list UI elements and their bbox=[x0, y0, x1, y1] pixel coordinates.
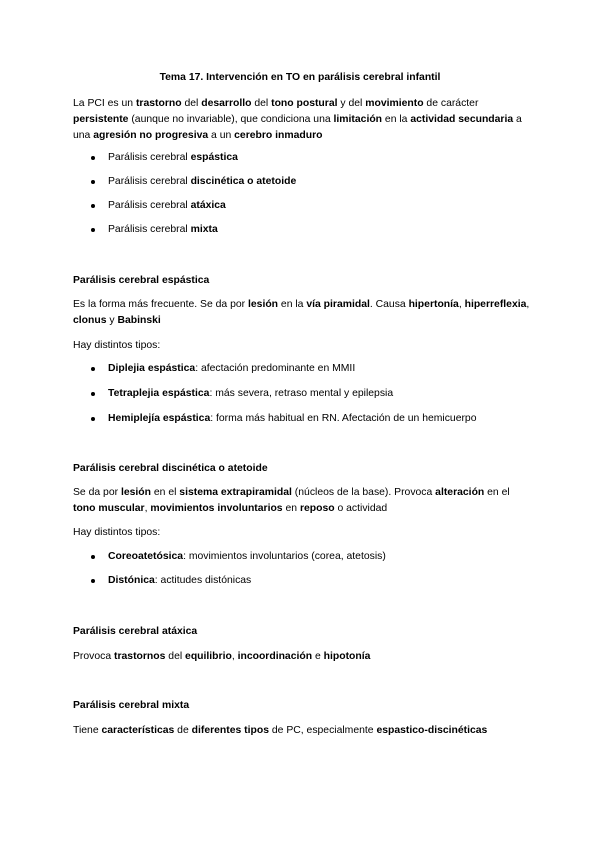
ataxica-paragraph: Provoca trastornos del equilibrio, incoordinación e hipotonía bbox=[73, 651, 371, 662]
section-heading-ataxica: Parálisis cerebral atáxica bbox=[73, 626, 198, 637]
bullet-icon bbox=[91, 156, 95, 160]
bullet-icon bbox=[91, 228, 95, 232]
bullet-icon bbox=[91, 392, 95, 396]
section-heading-mixta: Parálisis cerebral mixta bbox=[73, 700, 190, 711]
bullet-icon bbox=[91, 417, 95, 421]
section-heading-discinetica: Parálisis cerebral discinética o atetoide bbox=[73, 463, 268, 474]
mixta-paragraph: Tiene características de diferentes tipos de PC, especialmente espastico-discinéticas bbox=[73, 725, 488, 736]
discinetica-paragraph: Se da por lesión en el sistema extrapiramidal (núcleos de la base). Provoca alteración en el tono muscular, movimientos involuntarios en reposo o actividad bbox=[73, 487, 510, 514]
document-title: Tema 17. Intervención en TO en parálisis cerebral infantil bbox=[159, 72, 441, 83]
espastica-paragraph: Es la forma más frecuente. Se da por lesión en la vía piramidal. Causa hipertonía, hiperreflexia, clonus y Babinski bbox=[73, 299, 530, 326]
intro-paragraph: La PCI es un trastorno del desarrollo del tono postural y del movimiento de carácter persistente (aunque no invariable), que condiciona una limitación en la actividad secundaria a una agresión no progresiva a un cerebro inmaduro bbox=[73, 98, 522, 141]
bullet-icon bbox=[91, 367, 95, 371]
discinetica-subtypes-intro: Hay distintos tipos: bbox=[73, 527, 161, 538]
espastica-subtypes-intro: Hay distintos tipos: bbox=[73, 340, 161, 351]
document-page: Tema 17. Intervención en TO en parálisis cerebral infantil La PCI es un trastorno del desarrollo del tono postural y del movimiento de carácter persistente (aunque no invariable), que condiciona una limitación en la actividad secundaria a una agresión no progresiva a un cerebro inmaduro Parálisis cerebral espástica Parálisis cerebral discinética o atetoide Parálisis cerebral atáxica Parálisis cerebral mixta Parálisis cerebral espástica Es la forma más frecuente. Se da por lesión en la vía piramidal. Causa hipertonía, hiperreflexia, clonus y Babinski Hay distintos tipos: Diplejia espástica: afectación predominante en MMII Tetraplejia espástica: más severa, retraso mental y epilepsia Hemiplejía espástica: forma más habitual en RN. Afectación de un hemicuerpo Parálisis cerebral discinética o atetoide Se da por lesión en el sistema extrapiramidal (núcleos de la base). Provoca alteración en el tono muscular, movimientos involuntarios en reposo o actividad Hay distintos tipos: Coreoatetósica: movimientos involuntarios (corea, atetosis) Distónica: actitudes distónicas Parálisis cerebral atáxica Provoca trastornos del equilibrio, incoordinación e hipotonía Parálisis cerebral mixta Tiene características de diferentes tipos de PC, especialmente espastico-discinéticas bbox=[0, 0, 600, 848]
section-heading-espastica: Parálisis cerebral espástica bbox=[73, 275, 210, 286]
bullet-icon bbox=[91, 555, 95, 559]
bullet-icon bbox=[91, 204, 95, 208]
bullet-icon bbox=[91, 579, 95, 583]
bullet-icon bbox=[91, 180, 95, 184]
